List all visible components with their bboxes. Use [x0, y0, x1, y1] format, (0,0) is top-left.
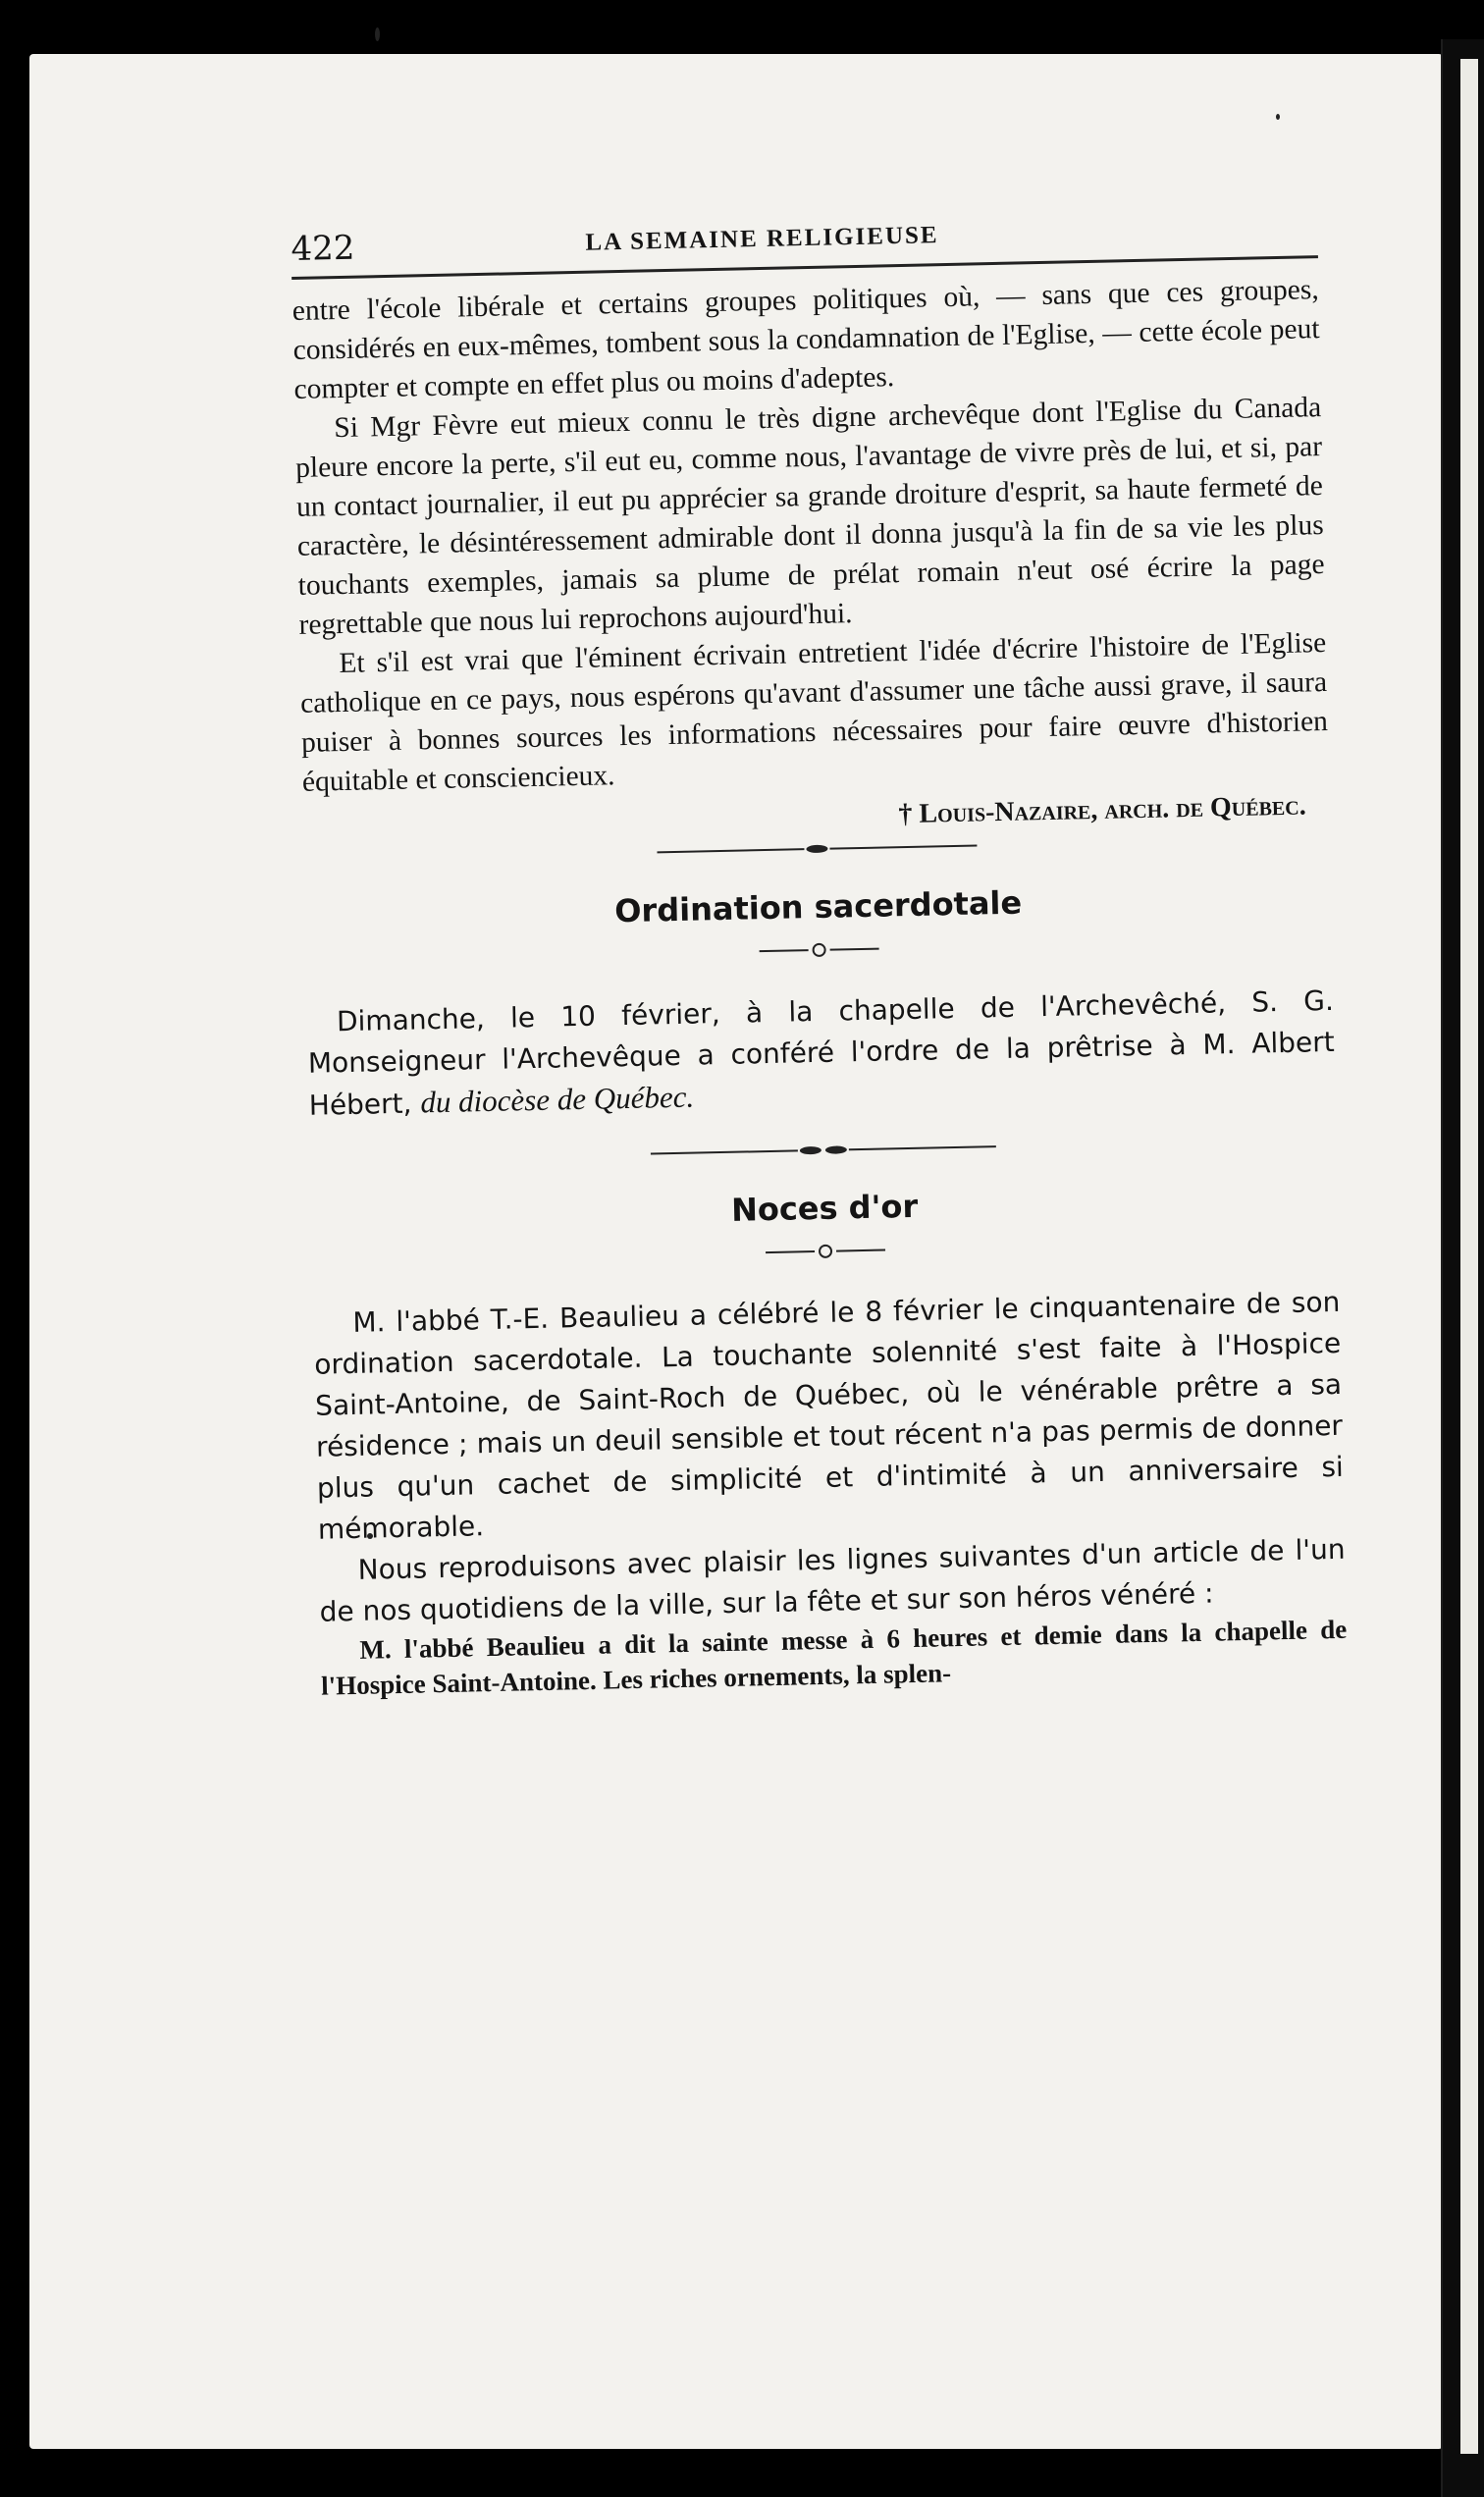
noces-paragraph-2: Nous reproduisons avec plaisir les lignes suivantes d'un article de l'un de nos quotidiens de la ville, sur la fête et sur son héros vénéré : [319, 1532, 1346, 1628]
ordination-paragraph [307, 981, 1336, 1127]
letter-paragraph-2: Si Mgr Fèvre eut mieux connu le très digne archevêque dont l'Eglise du Canada pleure encore la perte, s'il eut eu, comme nous, l'avantage de vivre près de lui, et si, par un contact journalier, il eut pu apprécier sa grande droiture d'esprit, sa haute fermeté de caractère, le désintéressement admirable dont il donna jusqu'à la fin de sa vie les plus touchants exemples, jamais sa plume de prélat romain n'eut osé écrire la page regrettable que nous lui reprochons aujourd'hui. [294, 392, 1325, 641]
ordination-title: Ordination sacerdotale [613, 883, 1023, 930]
letter-paragraph-1: entre l'école libérale et certains groupes politiques où, — sans que ces groupes, considérés en eux-mêmes, tombent sous la condamnation de l'Eglise, — cette école peut compter et compte en effet plus ou moins d'adeptes. [292, 274, 1320, 405]
scan-speck [1276, 114, 1280, 120]
page-content [291, 202, 1348, 1704]
ordination-text: Dimanche, le 10 février, à la chapelle de l'Archevêché, S. G. Monseigneur l'Archevêque a conféré l'ordre de la prêtrise à M. Albert Hébert, [307, 983, 1336, 1122]
letter-signature: † Louis-Nazaire, arch. de Québec. [898, 790, 1306, 830]
page-number: 422 [291, 228, 355, 269]
ordination-diocese: du diocèse de Québec. [419, 1079, 695, 1120]
scan-speck [375, 27, 380, 41]
noces-quote: M. l'abbé Beaulieu a dit la sainte messe à 6 heures et demie dans la chapelle de l'Hospice Saint-Antoine. Les riches ornements, la splen- [320, 1614, 1348, 1701]
running-title: LA SEMAINE RELIGIEUSE [585, 222, 939, 256]
noces-paragraph-1: M. l'abbé T.-E. Beaulieu a célébré le 8 février le cinquantenaire de son ordination sacerdotale. La touchante solennité s'est faite à l'Hospice Saint-Antoine, de Saint-Roch de Québec, où le vénérable prêtre a sa résidence ; mais un deuil sensible et tout récent n'a pas permis de donner plus qu'un cachet de simplicité et d'intimité à un anniversaire si mémorable. [314, 1285, 1345, 1546]
letter-paragraph-3: Et s'il est vrai que l'éminent écrivain entretient l'idée d'écrire l'histoire de l'Eglise catholique en ce pays, nous espérons qu'avant d'assumer une tâche aussi grave, il saura puiser à bonnes sources les informations nécessaires pour faire œuvre d'historien équitable et consciencieux. [299, 626, 1329, 798]
noces-title: Noces d'or [730, 1187, 919, 1229]
facing-page-sliver [1460, 59, 1478, 2454]
